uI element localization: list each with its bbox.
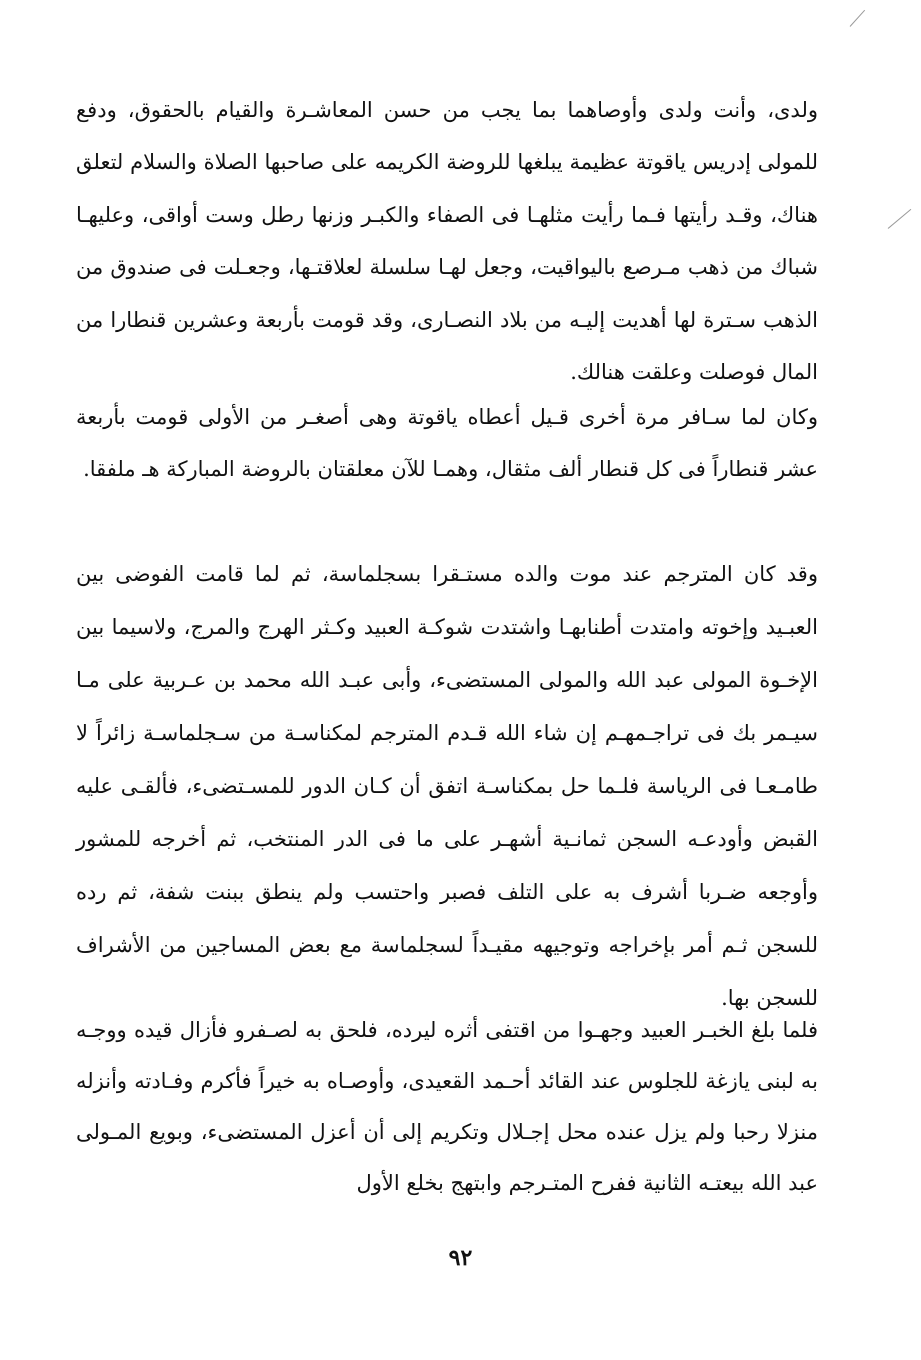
paragraph-text: وكان لما سـافر مرة أخرى قـيل أعطاه ياقوتة وهى أصغـر من الأولى قومت بأربعة عشر قنطاراً فى كل قنطار ألف مثقال، وهمـا للآن معلقتان بالروضة المباركة هـ ملفقا. — [76, 405, 818, 481]
paragraph-text: وقد كان المترجم عند موت والده مستـقرا بسجلماسة، ثم لما قامت الفوضى بين العبـيد وإخوته وامتدت أطنابهـا واشتدت شوكـة العبيد وكـثر الهرج والمرج، ولاسيما بين الإخـوة المولى عبد الله والمولى المستضىء، وأبى عبـد الله محمد بن عـربية على مـا سيـمر بك فى تراجـمهـم إن شاء الله قـدم المترجم لمكناسـة من سـجلماسـة زائراً لا طامـعـا فى الرياسة فلـما حل بمكناسـة اتفق أن كـان الدور للمسـتضىء، فألقـى عليه القبض وأودعـه السجن ثمانـية أشهـر على ما فى الدر المنتخب، ثم أخرجه للمشور وأوجعه ضـربا أشرف به على التلف فصبر واحتسب ولم ينطق ببنت شفة، ثم رده للسجن ثـم أمر بإخراجه وتوجيهه مقيـداً لسجلماسة مع بعض المساجين من الأشراف للسجن بها. — [76, 562, 818, 1010]
scan-mark — [888, 209, 912, 229]
scan-mark — [850, 10, 865, 27]
paragraph-2 — [76, 391, 818, 495]
paragraph-1 — [76, 84, 818, 398]
paragraph-3 — [76, 548, 818, 1025]
page-number: ٩٢ — [448, 1245, 473, 1271]
paragraph-4 — [76, 1005, 818, 1209]
paragraph-text: فلما بلغ الخبـر العبيد وجهـوا من اقتفى أثره ليرده، فلحق به لصـفرو فأزال قيده ووجـه به لبنى يازغة للجلوس عند القائد أحـمد القعيدى، وأوصـاه به خيراً فأكرم وفـادته وأنزله منزلا رحبا ولم يزل عنده محل إجـلال وتكريم إلى أن أعزل المستضىء، وبويع المـولى عبد الله بيعتـه الثانية ففرح المتـرجم وابتهج بخلع الأول — [76, 1018, 818, 1195]
paragraph-text: ولدى، وأنت ولدى وأوصاهما بما يجب من حسن المعاشـرة والقيام بالحقوق، ودفع للمولى إدريس ياقوتة عظيمة يبلغها للروضة الكريمه على صاحبها الصلاة والسلام لتعلق هناك، وقـد رأيتها فـما رأيت مثلهـا فى الصفاء والكبـر وزنها رطل وست أواقى، وعليهـا شباك من ذهب مـرصع باليواقيت، وجعل لهـا سلسلة لعلاقتـها، وجعـلت فى صندوق من الذهب سـترة لها أهديت إليـه من بلاد النصـارى، وقد قومت بأربعة وعشرين قنطارا من المال فوصلت وعلقت هنالك. — [76, 98, 818, 385]
